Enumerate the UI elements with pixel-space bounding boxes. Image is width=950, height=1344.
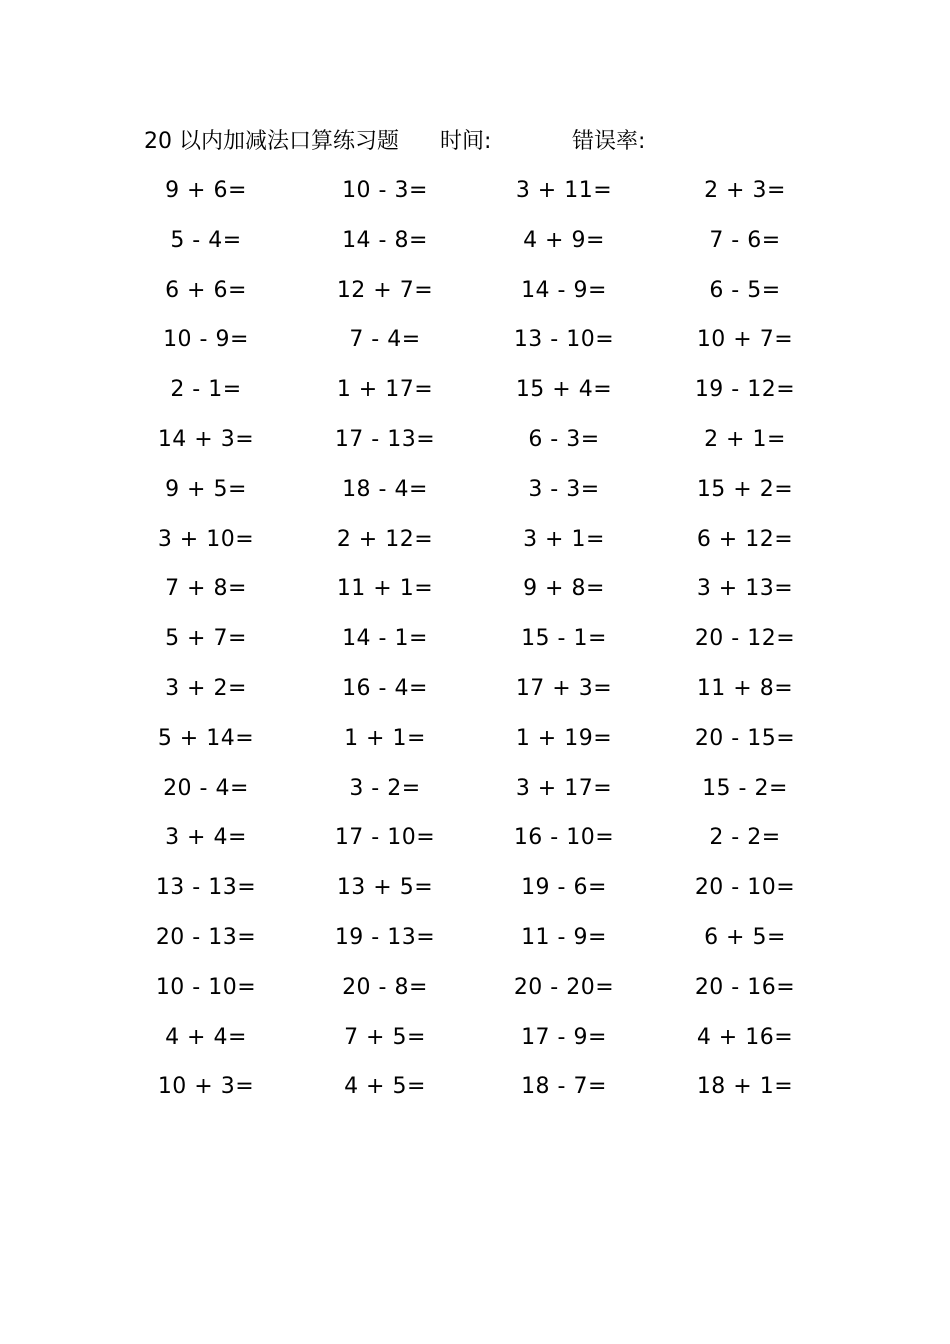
problem-item: 15 - 2=	[702, 775, 788, 801]
problem-row	[120, 1062, 840, 1112]
problem-item: 5 - 4=	[170, 227, 242, 253]
problem-row	[120, 614, 840, 664]
problem-row	[120, 216, 840, 266]
problem-row	[120, 315, 840, 365]
problem-item: 20 - 8=	[342, 974, 428, 1000]
problem-item: 15 + 4=	[515, 377, 613, 403]
problem-item: 13 - 13=	[155, 875, 257, 901]
problem-item: 20 - 10=	[694, 875, 796, 901]
problem-item: 6 + 12=	[696, 526, 794, 552]
problem-item: 2 + 12=	[336, 526, 434, 552]
problem-item: 6 + 6=	[165, 277, 247, 303]
problem-row	[120, 863, 840, 913]
problem-item: 11 + 8=	[696, 675, 794, 701]
problem-item: 14 - 1=	[342, 626, 428, 652]
problem-item: 14 - 9=	[521, 277, 607, 303]
problem-item: 3 + 10=	[157, 526, 255, 552]
problem-item: 13 - 10=	[513, 327, 615, 353]
error-rate-label: 错误率:	[572, 129, 646, 154]
problem-item: 15 - 1=	[521, 626, 607, 652]
problem-item: 10 - 10=	[155, 974, 257, 1000]
problem-item: 19 - 13=	[334, 924, 436, 950]
problem-row	[120, 465, 840, 515]
worksheet-header	[144, 124, 844, 160]
problem-item: 3 + 17=	[515, 775, 613, 801]
problem-item: 3 + 2=	[165, 675, 247, 701]
problem-item: 1 + 17=	[336, 377, 434, 403]
problem-item: 7 + 8=	[165, 576, 247, 602]
problem-row	[120, 266, 840, 316]
problem-item: 12 + 7=	[336, 277, 434, 303]
problem-item: 3 - 2=	[349, 775, 421, 801]
problem-row	[120, 564, 840, 614]
problem-item: 1 + 1=	[344, 725, 426, 751]
problem-item: 7 - 4=	[349, 327, 421, 353]
problem-item: 4 + 9=	[523, 227, 605, 253]
problem-row	[120, 913, 840, 963]
problem-grid	[120, 166, 840, 1112]
problem-item: 20 - 15=	[694, 725, 796, 751]
problem-item: 10 + 3=	[157, 1074, 255, 1100]
problem-item: 20 - 13=	[155, 924, 257, 950]
problem-row	[120, 714, 840, 764]
problem-row	[120, 415, 840, 465]
problem-row	[120, 764, 840, 814]
problem-item: 11 + 1=	[336, 576, 434, 602]
problem-item: 9 + 6=	[165, 178, 247, 203]
problem-item: 4 + 16=	[696, 1024, 794, 1050]
problem-item: 10 - 3=	[342, 178, 428, 203]
problem-item: 6 + 5=	[704, 924, 786, 950]
problem-item: 4 + 5=	[344, 1074, 426, 1100]
problem-item: 20 - 4=	[163, 775, 249, 801]
problem-item: 4 + 4=	[165, 1024, 247, 1050]
problem-item: 3 + 11=	[515, 178, 613, 203]
problem-item: 5 + 14=	[157, 725, 255, 751]
problem-row	[120, 813, 840, 863]
problem-item: 17 + 3=	[515, 675, 613, 701]
problem-row	[120, 664, 840, 714]
problem-item: 19 - 6=	[521, 875, 607, 901]
problem-item: 19 - 12=	[694, 377, 796, 403]
problem-item: 5 + 7=	[165, 626, 247, 652]
problem-row	[120, 166, 840, 216]
problem-item: 2 + 3=	[704, 178, 786, 203]
problem-item: 2 - 2=	[709, 825, 781, 851]
problem-item: 14 + 3=	[157, 426, 255, 452]
problem-item: 17 - 10=	[334, 825, 436, 851]
problem-item: 7 - 6=	[709, 227, 781, 253]
problem-item: 20 - 12=	[694, 626, 796, 652]
problem-item: 7 + 5=	[344, 1024, 426, 1050]
problem-row	[120, 1013, 840, 1063]
problem-item: 2 + 1=	[704, 426, 786, 452]
problem-row	[120, 515, 840, 565]
problem-item: 18 + 1=	[696, 1074, 794, 1100]
problem-item: 3 + 4=	[165, 825, 247, 851]
problem-item: 16 - 4=	[342, 675, 428, 701]
problem-item: 3 + 1=	[523, 526, 605, 552]
problem-item: 10 - 9=	[163, 327, 249, 353]
problem-item: 3 - 3=	[528, 476, 600, 502]
problem-item: 13 + 5=	[336, 875, 434, 901]
time-label: 时间:	[440, 129, 492, 154]
problem-item: 2 - 1=	[170, 377, 242, 403]
problem-item: 14 - 8=	[342, 227, 428, 253]
problem-item: 6 - 3=	[528, 426, 600, 452]
problem-item: 11 - 9=	[521, 924, 607, 950]
problem-item: 1 + 19=	[515, 725, 613, 751]
problem-item: 17 - 9=	[521, 1024, 607, 1050]
problem-item: 6 - 5=	[709, 277, 781, 303]
problem-item: 9 + 5=	[165, 476, 247, 502]
problem-item: 15 + 2=	[696, 476, 794, 502]
problem-row	[120, 963, 840, 1013]
problem-item: 16 - 10=	[513, 825, 615, 851]
problem-item: 20 - 20=	[513, 974, 615, 1000]
worksheet-title: 20 以内加减法口算练习题	[144, 129, 399, 154]
problem-item: 17 - 13=	[334, 426, 436, 452]
problem-item: 3 + 13=	[696, 576, 794, 602]
problem-item: 20 - 16=	[694, 974, 796, 1000]
problem-item: 18 - 4=	[342, 476, 428, 502]
problem-item: 10 + 7=	[696, 327, 794, 353]
problem-item: 18 - 7=	[521, 1074, 607, 1100]
problem-row	[120, 365, 840, 415]
problem-item: 9 + 8=	[523, 576, 605, 602]
